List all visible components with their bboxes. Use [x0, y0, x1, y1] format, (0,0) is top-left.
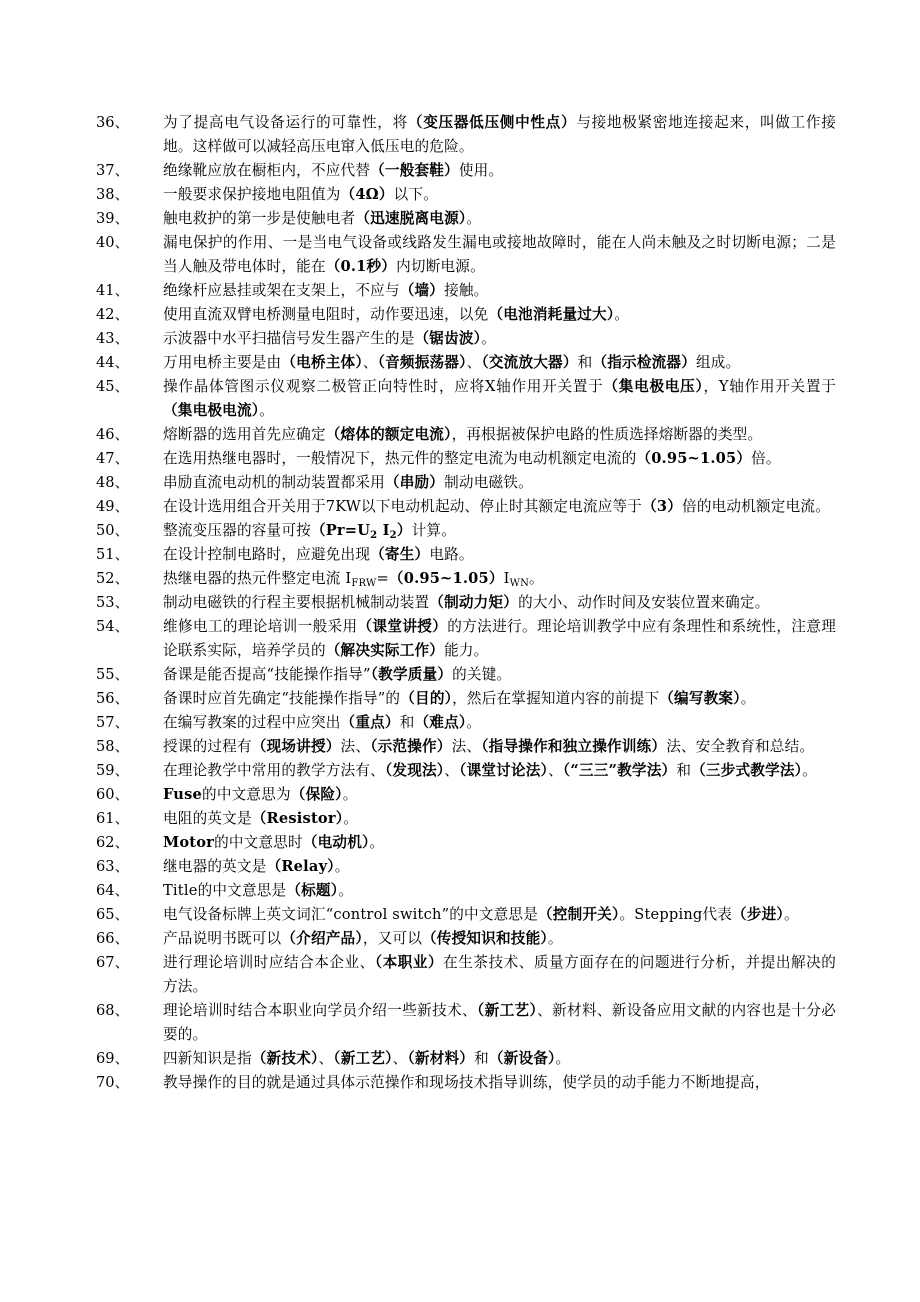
question-text: 和 — [474, 1050, 489, 1067]
question-text: 。 — [481, 330, 496, 347]
question-text: 的关键。 — [452, 666, 512, 683]
list-item — [96, 663, 836, 687]
answer-text: （目的） — [400, 690, 453, 707]
question-text: 电路。 — [429, 546, 474, 563]
list-item — [96, 951, 836, 999]
answer-text: （一般套鞋） — [370, 162, 459, 179]
item-text — [163, 279, 836, 303]
item-text — [163, 327, 836, 351]
question-text: 整流变压器的容量可按 — [163, 522, 311, 539]
answer-text: Fuse — [163, 786, 203, 803]
question-text: 产品说明书既可以 — [163, 930, 282, 947]
item-number: 67、 — [96, 954, 130, 971]
question-text: ，Y轴作用开关置于 — [703, 378, 836, 395]
item-text — [163, 207, 836, 231]
item-text — [163, 351, 836, 375]
item-text — [163, 711, 836, 735]
question-text: 、 — [466, 354, 482, 371]
item-number: 42、 — [96, 306, 130, 323]
list-item — [96, 711, 836, 735]
answer-text: ） — [396, 522, 412, 539]
question-text: 进行理论培训时应结合本企业、 — [163, 954, 375, 971]
item-number: 36、 — [96, 114, 130, 131]
list-item — [96, 207, 836, 231]
subscript: 2 — [389, 530, 397, 541]
answer-text: （“三三”教学法） — [562, 762, 677, 779]
list-item — [96, 183, 836, 207]
subscript: WN — [509, 578, 530, 589]
answer-text: （集电极电流） — [163, 402, 260, 419]
item-number: 37、 — [96, 162, 130, 179]
question-text: 一般要求保护接地电阻值为 — [163, 186, 341, 203]
list-item — [96, 519, 836, 543]
item-number: 38、 — [96, 186, 130, 203]
question-text: 维修电工的理论培训一般采用 — [163, 618, 358, 635]
question-text: ，又可以 — [362, 930, 423, 947]
question-text: 、 — [392, 1050, 408, 1067]
answer-text: （交流放大器） — [481, 354, 578, 371]
item-text — [163, 183, 836, 207]
list-item — [96, 807, 836, 831]
question-text: 内切断电源。 — [396, 258, 485, 275]
question-text: 使用直流双臂电桥测量电阻时，动作要迅速，以免 — [163, 306, 489, 323]
question-text: 四新知识是指 — [163, 1050, 252, 1067]
question-text: 和 — [577, 354, 593, 371]
question-text: 。 — [338, 882, 354, 899]
question-text: 的中文意思时 — [214, 834, 303, 851]
item-text — [163, 423, 836, 447]
item-text — [163, 903, 836, 927]
item-number: 66、 — [96, 930, 130, 947]
answer-text: （寄生） — [370, 546, 430, 563]
item-text — [163, 615, 836, 663]
answer-text: （迅速脱离电源） — [355, 210, 467, 227]
answer-text: （电动机） — [302, 834, 370, 851]
answer-text: （新技术） — [251, 1050, 319, 1067]
question-text: ，再根据被保护电路的性质选择熔断器的类型。 — [451, 426, 763, 443]
item-number: 65、 — [96, 906, 130, 923]
list-item — [96, 783, 836, 807]
answer-text: （0.95~1.05） — [636, 450, 752, 467]
question-text: 绝缘杆应悬挂或架在支架上，不应与 — [163, 282, 400, 299]
question-text: 在设计选用组合开关用于7KW以下电动机起动、停止时其额定电流应等于 — [163, 498, 643, 515]
item-number: 62、 — [96, 834, 130, 851]
item-number: 44、 — [96, 354, 130, 371]
item-number: 68、 — [96, 1002, 130, 1019]
question-text: 为了提高电气设备运行的可靠性，将 — [163, 114, 408, 131]
list-item — [96, 159, 836, 183]
question-text: 。 — [466, 714, 482, 731]
question-text: 示波器中水平扫描信号发生器产生的是 — [163, 330, 415, 347]
question-text: 计算。 — [411, 522, 457, 539]
item-number: 52、 — [96, 570, 130, 587]
question-text: 万用电桥主要是由 — [163, 354, 282, 371]
answer-text: （重点） — [340, 714, 400, 731]
item-number: 63、 — [96, 858, 130, 875]
answer-text: （电桥主体） — [281, 354, 363, 371]
item-number: 39、 — [96, 210, 130, 227]
list-item — [96, 495, 836, 519]
question-text: 。 — [529, 570, 544, 587]
answer-text: （4Ω） — [340, 186, 394, 203]
question-text: 制动电磁铁的行程主要根据机械制动装置 — [163, 594, 430, 611]
answer-text: （指示检流器） — [592, 354, 697, 371]
answer-text: （课堂讨论法） — [459, 762, 549, 779]
answer-text: （指导操作和独立操作训练） — [481, 738, 667, 755]
item-text — [163, 303, 836, 327]
subscript: FRW — [351, 578, 377, 589]
question-text: 。 — [259, 402, 275, 419]
answer-text: （现场讲授） — [251, 738, 341, 755]
answer-text: I — [377, 522, 390, 539]
answer-text: （0.95~1.05） — [388, 570, 504, 587]
question-text: = — [376, 570, 389, 587]
question-text: 教导操作的目的就是通过具体示范操作和现场技术指导训练，使学员的动手能力不断地提高， — [163, 1074, 770, 1091]
list-item — [96, 999, 836, 1047]
question-text: 。 — [740, 690, 756, 707]
question-text: 、 — [362, 354, 378, 371]
item-text — [163, 735, 836, 759]
item-number: 69、 — [96, 1050, 130, 1067]
question-text: 。 — [334, 858, 350, 875]
question-text: 电阻的英文是 — [163, 810, 252, 827]
question-text: 法、安全教育和总结。 — [666, 738, 815, 755]
item-text — [163, 879, 836, 903]
question-text: 的方法进行。理论培训教学中应有条理性和系统性，注意理论联系实际，培养学员的 — [163, 618, 837, 659]
question-text: 。 — [466, 210, 482, 227]
list-item — [96, 279, 836, 303]
answer-text: （新设备） — [488, 1050, 556, 1067]
question-text: 的大小、动作时间及安装位置来确定。 — [518, 594, 770, 611]
question-text: 。 — [547, 930, 563, 947]
question-text: 备课时应首先确定“技能操作指导”的 — [163, 690, 401, 707]
list-item — [96, 327, 836, 351]
item-number: 54、 — [96, 618, 130, 635]
item-text — [163, 159, 836, 183]
answer-text: （三步式教学法） — [691, 762, 803, 779]
item-number: 61、 — [96, 810, 130, 827]
item-text — [163, 543, 836, 567]
answer-text: （制动力矩） — [429, 594, 519, 611]
answer-text: （Resistor） — [251, 810, 344, 827]
question-text: 和 — [399, 714, 415, 731]
question-text: 在设计控制电路时，应避免出现 — [163, 546, 371, 563]
answer-text: （Pr=U — [310, 522, 371, 539]
question-text: 在生茶技术、质量方面存在的问题进行分析，并提出解决的方法。 — [163, 954, 836, 995]
item-text — [163, 927, 836, 951]
list-item — [96, 591, 836, 615]
list-item — [96, 231, 836, 279]
question-text: 倍的电动机额定电流。 — [682, 498, 830, 515]
item-text — [163, 495, 836, 519]
list-item — [96, 471, 836, 495]
list-item — [96, 927, 836, 951]
list-item — [96, 567, 836, 591]
question-text: 。 — [369, 834, 385, 851]
answer-text: （控制开关） — [538, 906, 620, 923]
list-item — [96, 1071, 836, 1095]
item-number: 51、 — [96, 546, 130, 563]
item-number: 48、 — [96, 474, 130, 491]
answer-text: （难点） — [414, 714, 467, 731]
item-text — [163, 471, 836, 495]
item-text — [163, 951, 836, 999]
item-text — [163, 687, 836, 711]
item-text — [163, 663, 836, 687]
item-number: 59、 — [96, 762, 130, 779]
list-item — [96, 111, 836, 159]
question-text: 。 — [783, 906, 799, 923]
question-text: 在理论教学中常用的教学方法有、 — [163, 762, 385, 779]
question-text: 与接地极紧密地连接起来，叫做工作接地。这样做可以减轻高压电窜入低压电的危险。 — [163, 114, 837, 155]
question-text: 制动电磁铁。 — [444, 474, 533, 491]
item-text — [163, 231, 836, 279]
item-text — [163, 447, 836, 471]
question-list — [96, 111, 836, 1095]
question-text: 。 — [342, 786, 358, 803]
answer-text: （传授知识和技能） — [422, 930, 548, 947]
answer-text: （标题） — [286, 882, 339, 899]
answer-text: （变压器低压侧中性点） — [407, 114, 577, 131]
question-text: 熔断器的选用首先应确定 — [163, 426, 326, 443]
answer-text: （Relay） — [266, 858, 335, 875]
answer-text: （集电极电压） — [603, 378, 704, 395]
question-text: 在选用热继电器时，一般情况下，热元件的整定电流为电动机额定电流的 — [163, 450, 637, 467]
answer-text: （新工艺） — [333, 1050, 393, 1067]
question-text: 。 — [802, 762, 817, 779]
list-item — [96, 735, 836, 759]
item-text — [163, 111, 836, 159]
question-text: 热继电器的热元件整定电流 I — [163, 570, 352, 587]
item-text — [163, 783, 836, 807]
question-text: 电气设备标牌上英文词汇“control switch”的中文意思是 — [163, 906, 538, 923]
list-item — [96, 447, 836, 471]
answer-text: （熔体的额定电流） — [325, 426, 452, 443]
question-text: 触电救护的第一步是使触电者 — [163, 210, 356, 227]
question-text: 法、 — [451, 738, 482, 755]
item-text — [163, 831, 836, 855]
question-text: 能力。 — [444, 642, 489, 659]
answer-text: （新材料） — [407, 1050, 475, 1067]
question-text: 。 — [614, 306, 630, 323]
answer-text: （介绍产品） — [281, 930, 363, 947]
answer-text: （编写教案） — [659, 690, 741, 707]
list-item — [96, 615, 836, 663]
question-text: 、新材料、新设备应用文献的内容也是十分必要的。 — [163, 1002, 836, 1043]
question-text: 的中文意思为 — [202, 786, 291, 803]
answer-text: （发现法） — [384, 762, 445, 779]
question-text: 备课是能否提高“技能操作指导” — [163, 666, 371, 683]
answer-text: （示范操作） — [370, 738, 452, 755]
answer-text: （3） — [642, 498, 683, 515]
question-text: 组成。 — [696, 354, 741, 371]
question-text: 接触。 — [444, 282, 489, 299]
answer-text: （电池消耗量过大） — [488, 306, 615, 323]
answer-text: （本职业） — [374, 954, 444, 971]
answer-text: （串励） — [384, 474, 445, 491]
item-text — [163, 591, 836, 615]
item-text — [163, 1071, 836, 1095]
question-text: I — [503, 570, 510, 587]
answer-text: （音频振荡器） — [377, 354, 467, 371]
item-text — [163, 807, 836, 831]
item-number: 43、 — [96, 330, 130, 347]
question-text: 漏电保护的作用、一是当电气设备或线路发生漏电或接地故障时，能在人尚未触及之时切断电源；二是当人触及带电体时，能在 — [163, 234, 836, 275]
item-text — [163, 999, 836, 1047]
list-item — [96, 375, 836, 423]
question-text: 在编写教案的过程中应突出 — [163, 714, 341, 731]
question-text: 绝缘靴应放在橱柜内，不应代替 — [163, 162, 371, 179]
item-text — [163, 1047, 836, 1071]
item-number: 53、 — [96, 594, 130, 611]
item-number: 46、 — [96, 426, 130, 443]
item-text — [163, 519, 836, 543]
item-text — [163, 855, 836, 879]
answer-text: （锯齿波） — [414, 330, 482, 347]
question-text: 授课的过程有 — [163, 738, 252, 755]
item-number: 49、 — [96, 498, 130, 515]
subscript: 2 — [370, 530, 378, 541]
question-text: ，然后在掌握知道内容的前提下 — [452, 690, 660, 707]
answer-text: （0.1秒） — [325, 258, 397, 275]
answer-text: （课堂讲授） — [357, 618, 448, 635]
item-number: 56、 — [96, 690, 130, 707]
list-item — [96, 759, 836, 783]
list-item — [96, 423, 836, 447]
item-text — [163, 375, 836, 423]
list-item — [96, 1047, 836, 1071]
item-number: 50、 — [96, 522, 130, 539]
item-number: 47、 — [96, 450, 130, 467]
item-number: 55、 — [96, 666, 130, 683]
answer-text: （解决实际工作） — [325, 642, 445, 659]
answer-text: （保险） — [290, 786, 343, 803]
item-number: 64、 — [96, 882, 130, 899]
list-item — [96, 879, 836, 903]
question-text: 。Stepping代表 — [619, 906, 733, 923]
list-item — [96, 903, 836, 927]
question-text: 串励直流电动机的制动装置都采用 — [163, 474, 385, 491]
item-text — [163, 567, 836, 591]
answer-text: （墙） — [399, 282, 445, 299]
question-text: 、 — [548, 762, 563, 779]
list-item — [96, 303, 836, 327]
question-text: 、 — [318, 1050, 334, 1067]
question-text: 操作晶体管图示仪观察二极管正向特性时，应将X轴作用开关置于 — [163, 378, 604, 395]
item-number: 58、 — [96, 738, 130, 755]
list-item — [96, 351, 836, 375]
question-text: 。 — [343, 810, 359, 827]
item-number: 45、 — [96, 378, 130, 395]
question-text: 继电器的英文是 — [163, 858, 267, 875]
question-text: 。 — [555, 1050, 571, 1067]
item-number: 57、 — [96, 714, 130, 731]
item-number: 70、 — [96, 1074, 130, 1091]
question-text: 和 — [676, 762, 692, 779]
list-item — [96, 855, 836, 879]
answer-text: （教学质量） — [370, 666, 453, 683]
answer-text: （新工艺） — [476, 1002, 538, 1019]
list-item — [96, 543, 836, 567]
question-text: 使用。 — [458, 162, 504, 179]
question-text: Title的中文意思是 — [163, 882, 287, 899]
item-number: 40、 — [96, 234, 130, 251]
question-text: 法、 — [340, 738, 371, 755]
question-text: 倍。 — [751, 450, 781, 467]
answer-text: Motor — [163, 834, 215, 851]
item-number: 41、 — [96, 282, 130, 299]
question-text: 、 — [444, 762, 460, 779]
list-item — [96, 687, 836, 711]
question-text: 以下。 — [393, 186, 439, 203]
item-text — [163, 759, 836, 783]
item-number: 60、 — [96, 786, 130, 803]
question-text: 理论培训时结合本职业向学员介绍一些新技术、 — [163, 1002, 477, 1019]
list-item — [96, 831, 836, 855]
answer-text: （步进） — [732, 906, 784, 923]
